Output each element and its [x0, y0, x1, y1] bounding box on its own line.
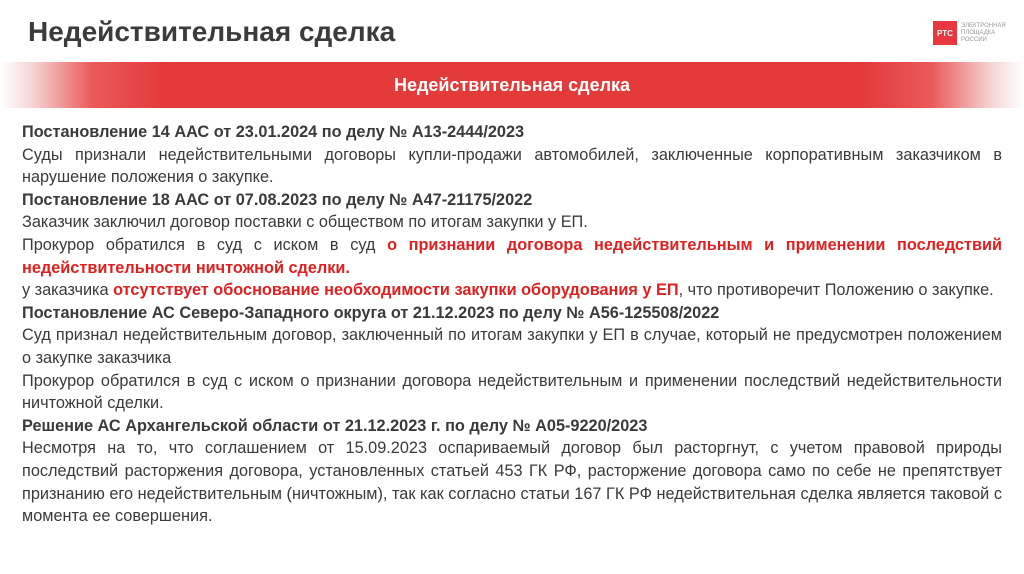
text-fragment: , что противоречит Положению о закупке. [678, 281, 994, 300]
case-text: Заказчик заключил договор поставки с обществом по итогам закупки у ЕП. [22, 213, 588, 232]
case-text: Суды признали недействительными договоры купли-продажи автомобилей, заключенные корпоративным заказчиком в нарушение положения о закупке. [22, 145, 1002, 187]
case-heading: Постановление АС Северо-Западного округа от 21.12.2023 по делу № А56-125508/2022 [22, 303, 720, 322]
case-heading: Постановление 18 ААС от 07.08.2023 по делу № А47-21175/2022 [22, 190, 533, 209]
case-heading: Постановление 14 ААС от 23.01.2024 по делу № А13-2444/2023 [22, 123, 525, 141]
content-area [22, 121, 1002, 528]
rts-logo-icon: РТС [933, 21, 957, 45]
highlighted-text: отсутствует обоснование необходимости закупки оборудования у ЕП [113, 281, 679, 300]
case-text [22, 234, 1002, 279]
page-title: Недействительная сделка [28, 16, 396, 47]
section-banner: Недействительная сделка [0, 62, 1024, 108]
highlighted-text: о признании договора недействительным и применении последствий недействительности ничтожной сделки. [22, 235, 1002, 277]
logo-text: ЭЛЕКТРОННАЯ ПЛОЩАДКА РОССИИ [961, 22, 1006, 43]
case-text [22, 279, 1002, 302]
text-fragment: Прокурор обратился в суд с иском в суд [22, 235, 388, 254]
case-heading: Решение АС Архангельской области от 21.12.2023 г. по делу № А05-9220/2023 [22, 416, 648, 435]
case-text: Прокурор обратился в суд с иском о признании договора недействительным и применении последствий недействительности ничтожной сделки. [22, 371, 1002, 413]
text-fragment: у заказчика [22, 281, 114, 300]
case-text: Несмотря на то, что соглашением от 15.09.2023 оспариваемый договор был расторгнут, с учетом правовой природы последствий расторжения договора, установленных статьей 453 ГК РФ, расторжение договора само по себе не препятствует признанию его недействительным (ничтожным), так как согласно статьи 167 ГК РФ недействительная сделка является таковой с момента ее совершения. [22, 439, 1002, 526]
case-text: Суд признал недействительным договор, заключенный по итогам закупки у ЕП в случае, который не предусмотрен положением о закупке заказчика [22, 326, 1002, 367]
rts-logo [933, 20, 1013, 46]
